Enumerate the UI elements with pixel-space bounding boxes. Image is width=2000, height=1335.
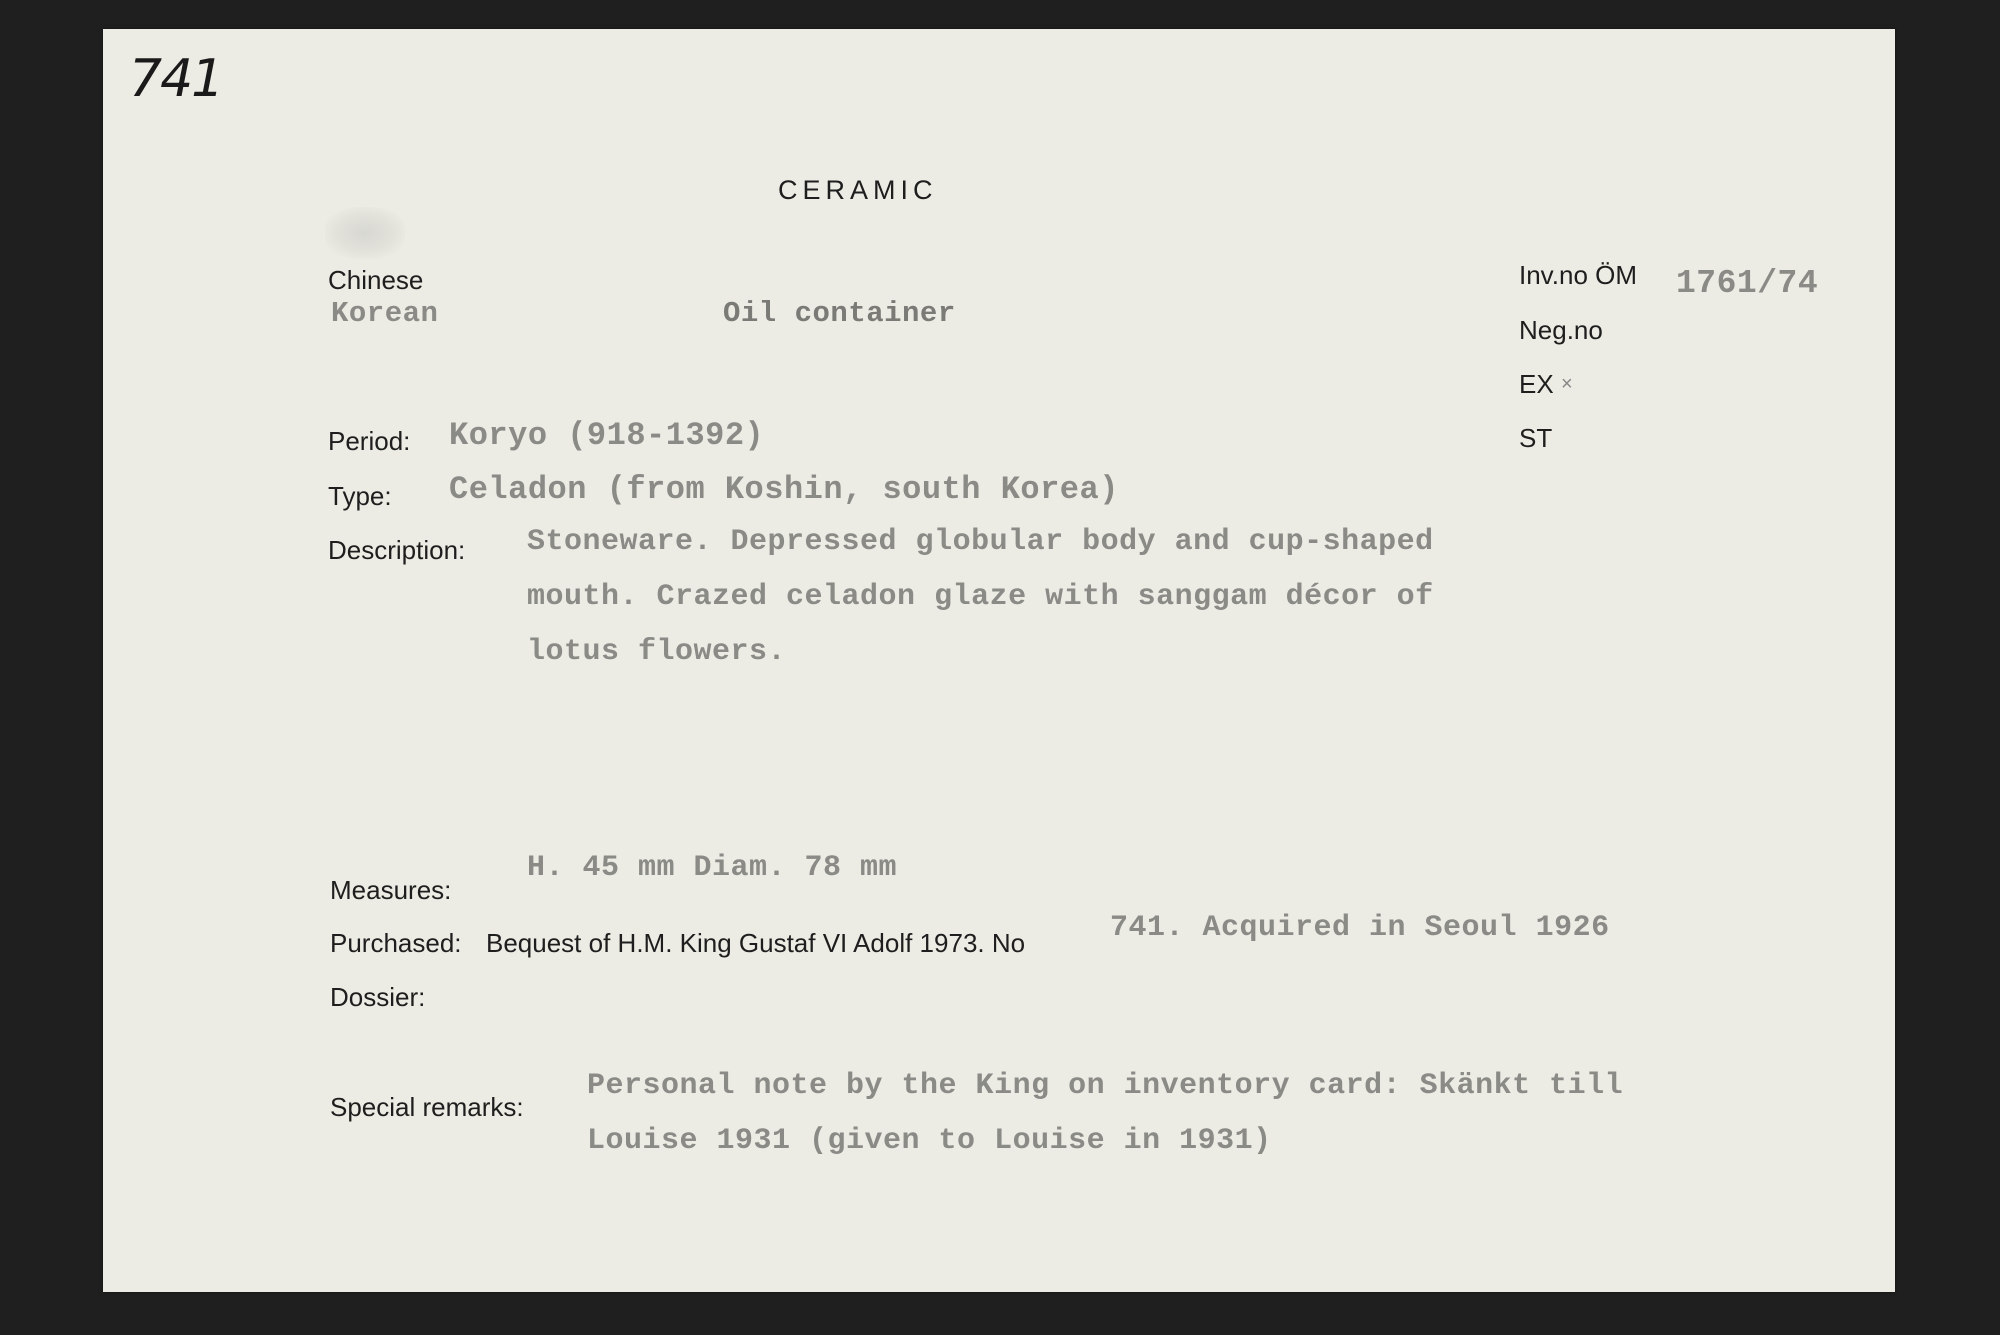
period-label: Period: <box>328 426 411 456</box>
ex-label: EX <box>1519 369 1554 399</box>
inventory-number: 1761/74 <box>1676 265 1819 302</box>
negative-number-label: Neg.no <box>1519 315 1603 345</box>
erased-mark <box>325 207 405 259</box>
purchased-printed-text: Bequest of H.M. King Gustaf VI Adolf 1973. No <box>486 928 1026 958</box>
object-name: Oil container <box>723 297 956 330</box>
description-label: Description: <box>328 535 466 565</box>
special-remarks-line: Louise 1931 (given to Louise in 1931) <box>587 1124 1272 1158</box>
purchased-label: Purchased: <box>330 928 462 958</box>
period-value: Koryo (918-1392) <box>449 417 765 454</box>
type-value: Celadon (from Koshin, south Korea) <box>449 471 1119 508</box>
description-line: Stoneware. Depressed globular body and cup-shaped <box>527 525 1434 559</box>
description-line: mouth. Crazed celadon glaze with sanggam décor of <box>527 580 1434 614</box>
ex-mark: × <box>1561 373 1573 395</box>
st-label: ST <box>1519 423 1553 453</box>
special-remarks-label: Special remarks: <box>330 1092 524 1122</box>
category-heading: CERAMIC <box>778 175 938 205</box>
type-label: Type: <box>328 481 392 511</box>
catalog-card <box>103 29 1895 1292</box>
inventory-label: Inv.no ÖM <box>1519 260 1638 290</box>
measures-label: Measures: <box>330 875 452 905</box>
measures-value: H. 45 mm Diam. 78 mm <box>527 851 898 885</box>
description-line: lotus flowers. <box>527 635 787 669</box>
origin-typed: Korean <box>331 297 439 330</box>
handwritten-number: 741 <box>129 49 223 109</box>
dossier-label: Dossier: <box>330 982 426 1012</box>
origin-printed: Chinese <box>328 265 424 295</box>
special-remarks-line: Personal note by the King on inventory card: Skänkt till <box>587 1069 1624 1103</box>
purchased-typed-text: 741. Acquired in Seoul 1926 <box>1110 911 1610 945</box>
